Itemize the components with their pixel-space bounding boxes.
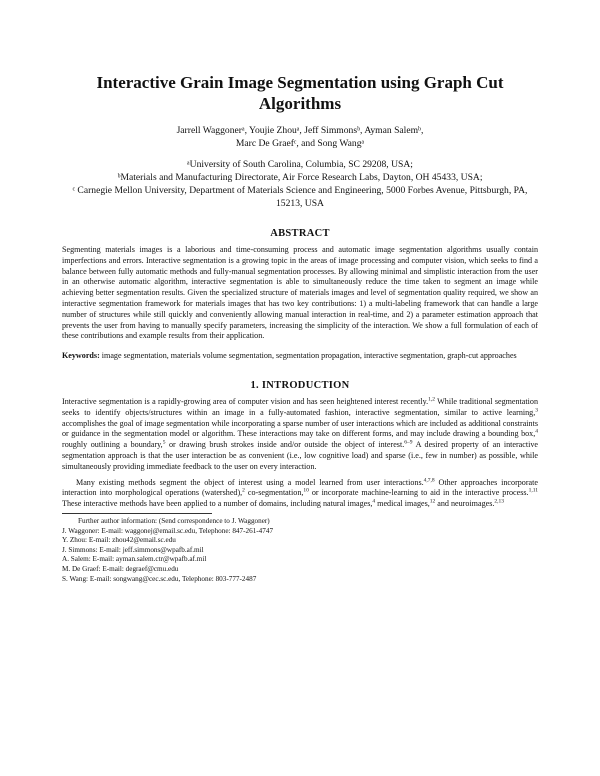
affiliation: ᵃUniversity of South Carolina, Columbia, SC 29208, USA; <box>187 159 413 170</box>
citation: 3 <box>535 407 538 414</box>
keywords-text: image segmentation, materials volume segmentation, segmentation propagation, interactive segmentation, graph-cut approaches <box>101 351 517 361</box>
footnotes <box>62 517 538 584</box>
citation: 5 <box>162 439 166 446</box>
footnote-line: J. Waggoner: E-mail: waggonej@email.sc.edu, Telephone: 847-261-4747 <box>62 526 274 535</box>
paper-page <box>62 72 538 584</box>
citation: 4,7,8 <box>423 476 435 483</box>
abstract-heading: ABSTRACT <box>270 228 330 239</box>
affiliation: ᶜ Carnegie Mellon University, Department of Materials Science and Engineering, 5000 Forbes Avenue, Pittsburgh, PA, 15213, USA <box>72 185 528 209</box>
affiliation-list <box>62 158 538 210</box>
author-line: Marc De Graefᶜ, and Song Wangᵃ <box>235 138 365 149</box>
citation: 1,11 <box>528 487 538 494</box>
citation: 6–9 <box>404 439 413 446</box>
abstract-text: Segmenting materials images is a laborious and time-consuming process and automatic image segmentation algorithms usually contain imperfections and errors. Interactive segmentation is a growing topic in the areas of image processing and computer vision, which seeks to find a balance between fully automatic methods and fully-manual segmentation processes. By allowing minimal and simplistic interaction from the user in an otherwise automatic algorithm, interactive segmentation is able to simultaneously reduce the time taken to segment an image while achieving better segmentation results. Given the specialized structure of materials images and level of segmentation quality required, we show an interactive segmentation framework for materials images that has two key contributions: 1) a multi-labeling framework that can handle a large number of structures while still quickly and conveniently allowing manual interaction in real-time, and 2) a parameter estimation approach that prevents the user from having to manually specify parameters, increasing the simplicity of the interaction. We show a full formulation of each of these contributions and example results from their application. <box>62 245 538 341</box>
citation: 12 <box>429 498 436 505</box>
intro-paragraph-1: Interactive segmentation is a rapidly-growing area of computer vision and has seen heightened interest recently.$^{1,2}$ While traditional segmentation seeks to identify objects/structures within an image in a fully-automated fashion, interactive segmentation, similar to active learning,$^3$ accomplishes the goal of image segmentation while incorporating a sparse number of user interactions which are included as additional constraints or guidance in the segmentation model or algorithm. These interactions may take on different forms, and may include drawing a bounding box,$^4$ roughly outlining a boundary,$^5$ or drawing brush strokes inside and/or outside the object of interest.$^{6-9}$ A desired property of an interactive segmentation approach is that the user interaction be as convenient (i.e., low cognitive load) and sparse (i.e., few in number) as possible, while simultaneously providing immediate feedback to the user on every interaction. <box>62 396 539 471</box>
keywords-label: Keywords: <box>62 351 100 361</box>
paper-title: Interactive Grain Image Segmentation using Graph Cut Algorithms <box>96 73 504 113</box>
citation: 10 <box>303 487 309 494</box>
citation: 2 <box>242 487 245 494</box>
footnote-divider <box>62 513 212 514</box>
footnote-line: M. De Graef: E-mail: degraef@cmu.edu <box>62 564 179 573</box>
introduction-heading: 1. INTRODUCTION <box>250 379 350 391</box>
intro-paragraph-2: Many existing methods segment the object of interest using a model learned from user interactions.$^{4,7,8}$ Other approaches incorporate interaction into morphological operations (watershed),$^2$ co-segmentation,$^{10}$ or incorporate machine-learning to aid in the interactive process.$^{1,11}$ These interactive methods have been applied to a number of domains, including natural images,$^4$ medical images,$^{12}$ and neuroimages.$^{2,13}$ <box>62 476 538 509</box>
citation: 1,2 <box>428 396 435 403</box>
citation: 2,13 <box>494 498 505 505</box>
affiliation: ᵇMaterials and Manufacturing Directorate, Air Force Research Labs, Dayton, OH 45433, USA; <box>117 172 483 183</box>
keywords <box>62 351 538 362</box>
citation: 4 <box>372 498 376 505</box>
footnote-line: Y. Zhou: E-mail: zhou42@email.sc.edu <box>62 536 176 545</box>
footnote-line: A. Salem: E-mail: ayman.salem.ctr@wpafb.af.mil <box>62 555 207 564</box>
footnote-line: Further author information: (Send correspondence to J. Waggoner) <box>78 516 270 525</box>
citation: 4 <box>535 428 538 435</box>
author-line: Jarrell Waggonerᵃ, Youjie Zhouᵃ, Jeff Simmonsᵇ, Ayman Salemᵇ, <box>176 125 424 136</box>
footnote-line: J. Simmons: E-mail: jeff.simmons@wpafb.af.mil <box>62 545 204 554</box>
author-list <box>62 124 538 150</box>
footnote-line: S. Wang: E-mail: songwang@cec.sc.edu, Telephone: 803-777-2487 <box>62 574 257 583</box>
